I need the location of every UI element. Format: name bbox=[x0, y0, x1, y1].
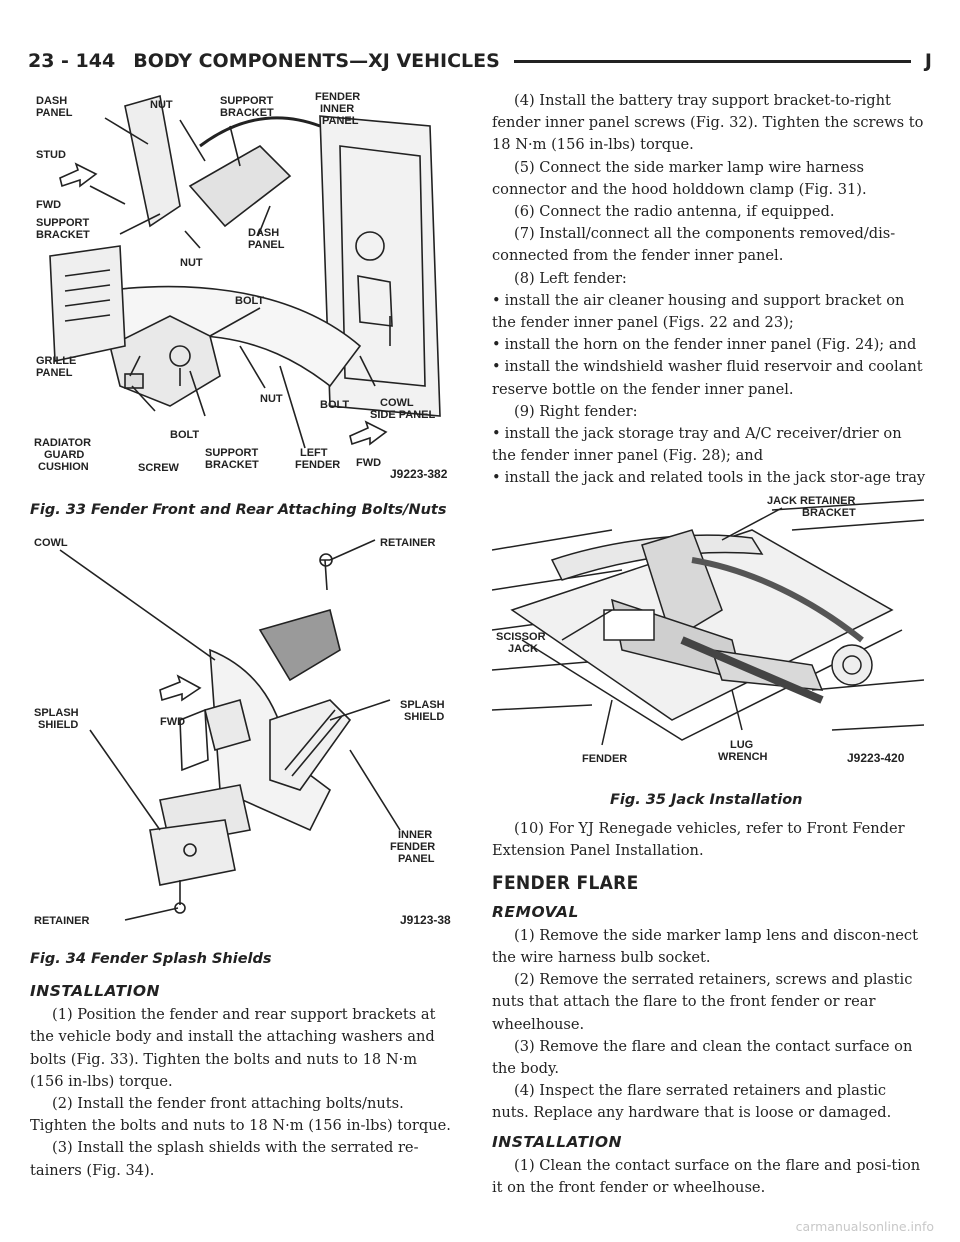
label-support-bracket-2: SUPPORT BRACKET bbox=[36, 217, 90, 241]
install-step-1: (1) Position the fender and rear support brackets at the vehicle body and install the attaching washers and bolts (Fig. 33). Tighten the bolts and nuts to 18 N·m (156 in-lbs) torque. bbox=[30, 1006, 436, 1090]
label-support-bracket-3: SUPPORT BRACKET bbox=[205, 447, 259, 471]
removal-step-4: (4) Inspect the flare serrated retainers and plastic nuts. Replace any hardware that is loose or damaged. bbox=[492, 1082, 892, 1122]
left-fender-bullet-1: • install the air cleaner housing and support bracket on the fender inner panel (Figs. 22 and 23); bbox=[492, 290, 926, 334]
label-radiator-guard-cushion: RADIATOR GUARD CUSHION bbox=[34, 437, 92, 473]
figure-34-illustration bbox=[30, 530, 460, 945]
label-jack-retainer-bracket: JACK RETAINER BRACKET bbox=[767, 495, 856, 519]
right-fender-bullet-1: • install the jack storage tray and A/C receiver/drier on the fender inner panel (Fig. 28); and bbox=[492, 423, 926, 467]
figure-33-code: J9223-382 bbox=[390, 467, 448, 481]
removal-heading: REMOVAL bbox=[492, 902, 579, 921]
label-nut: NUT bbox=[150, 99, 173, 111]
fender-flare-heading: FENDER FLARE bbox=[492, 872, 639, 895]
section-title: BODY COMPONENTS—XJ VEHICLES bbox=[133, 50, 500, 72]
step-9: (9) Right fender: bbox=[514, 402, 638, 420]
label-lug-wrench: LUG WRENCH bbox=[718, 739, 768, 763]
label-fender-inner-panel: FENDER INNER PANEL bbox=[315, 91, 361, 127]
figure-35-illustration bbox=[492, 490, 924, 780]
removal-step-2: (2) Remove the serrated retainers, screws and plastic nuts that attach the flare to the front fender or rear wheelhouse. bbox=[492, 971, 913, 1033]
label-nut-3: NUT bbox=[260, 393, 283, 405]
installation-heading: INSTALLATION bbox=[30, 982, 161, 1000]
removal-step-3: (3) Remove the flare and clean the contact surface on the body. bbox=[492, 1037, 913, 1078]
right-column-text-top bbox=[492, 90, 926, 512]
install-step-2: (2) Install the fender front attaching bolts/nuts. Tighten the bolts and nuts to 18 N·m (156 in-lbs) torque. bbox=[30, 1095, 451, 1135]
label-bolt: BOLT bbox=[235, 295, 265, 307]
label-support-bracket: SUPPORT BRACKET bbox=[220, 95, 274, 119]
label-bolt-2: BOLT bbox=[320, 399, 350, 411]
step-4: (4) Install the battery tray support bracket-to-right fender inner panel screws (Fig. 32). Tighten the screws to 18 N·m (156 in-lbs) torque. bbox=[492, 92, 924, 154]
brand-mark: J bbox=[924, 50, 932, 72]
left-column-text bbox=[30, 974, 454, 1182]
label-retainer-2: RETAINER bbox=[34, 915, 90, 927]
watermark: carmanualsonline.info bbox=[795, 1219, 934, 1234]
label-fwd: FWD bbox=[160, 716, 186, 728]
step-6: (6) Connect the radio antenna, if equipped. bbox=[514, 203, 835, 221]
step-7: (7) Install/connect all the components removed/dis-connected from the fender inner panel. bbox=[492, 225, 896, 265]
label-splash-shield-2: SPLASH SHIELD bbox=[400, 699, 445, 723]
install-step-3: (3) Install the splash shields with the serrated re-tainers (Fig. 34). bbox=[30, 1139, 419, 1179]
label-dash-panel-2: DASH PANEL bbox=[248, 227, 285, 251]
removal-step-1: (1) Remove the side marker lamp lens and discon-nect the wire harness bulb socket. bbox=[492, 926, 918, 967]
left-fender-bullet-2: • install the horn on the fender inner panel (Fig. 24); and bbox=[492, 334, 926, 356]
left-fender-bullet-3: • install the windshield washer fluid reservoir and coolant reserve bottle on the fender inner panel. bbox=[492, 356, 926, 400]
step-5: (5) Connect the side marker lamp wire harness connector and the hood holddown clamp (Fig. 31). bbox=[492, 158, 867, 198]
label-cowl: COWL bbox=[34, 537, 68, 549]
figure-33-caption: Fig. 33 Fender Front and Rear Attaching Bolts/Nuts bbox=[30, 502, 447, 518]
figure-33-illustration bbox=[30, 86, 460, 496]
label-bolt-3: BOLT bbox=[170, 429, 200, 441]
step-8: (8) Left fender: bbox=[514, 269, 627, 287]
page-number: 23 - 144 bbox=[28, 50, 116, 72]
label-splash-shield: SPLASH SHIELD bbox=[34, 707, 79, 731]
figure-35-caption: Fig. 35 Jack Installation bbox=[610, 792, 803, 808]
right-fender-bullet-2: • install the jack and related tools in the jack stor-age tray bbox=[492, 467, 926, 511]
step-10: (10) For YJ Renegade vehicles, refer to Front Fender Extension Panel Installation. bbox=[492, 820, 905, 860]
label-cowl-side-panel: COWL SIDE PANEL bbox=[370, 397, 436, 421]
right-column-text-bottom bbox=[492, 818, 926, 1199]
label-fender: FENDER bbox=[582, 753, 628, 765]
label-fwd: FWD bbox=[36, 199, 62, 211]
label-nut-2: NUT bbox=[180, 257, 203, 269]
label-scissor-jack: SCISSOR JACK bbox=[496, 631, 546, 655]
label-stud: STUD bbox=[36, 149, 66, 161]
figure-34-code: J9123-38 bbox=[400, 913, 451, 927]
label-inner-fender-panel: INNER FENDER PANEL bbox=[390, 829, 436, 865]
flare-installation-heading: INSTALLATION bbox=[492, 1132, 623, 1151]
label-screw: SCREW bbox=[138, 462, 179, 474]
page-header bbox=[28, 46, 932, 76]
header-rule bbox=[514, 60, 911, 63]
label-grille-panel: GRILLE PANEL bbox=[36, 355, 77, 379]
flare-install-step-1: (1) Clean the contact surface on the flare and posi-tion it on the front fender or wheelhouse. bbox=[492, 1156, 921, 1197]
label-retainer: RETAINER bbox=[380, 537, 436, 549]
figure-35-code: J9223-420 bbox=[847, 751, 905, 765]
label-fwd-2: FWD bbox=[356, 457, 382, 469]
label-dash-panel: DASH PANEL bbox=[36, 95, 73, 119]
figure-34-caption: Fig. 34 Fender Splash Shields bbox=[30, 951, 272, 967]
label-left-fender: LEFT FENDER bbox=[295, 447, 341, 471]
